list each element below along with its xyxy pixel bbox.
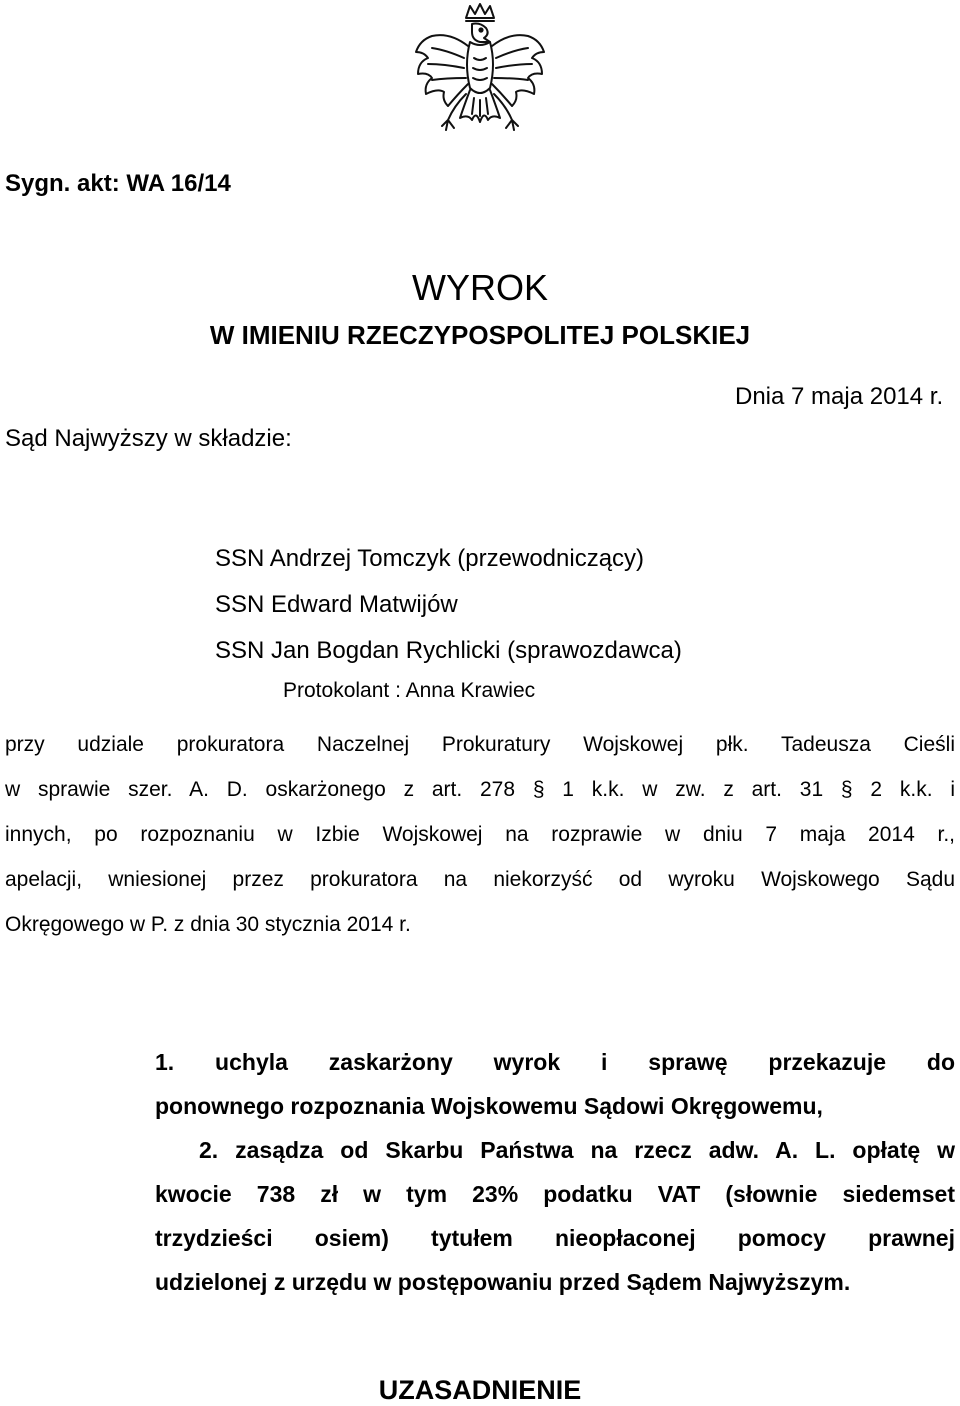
polish-eagle-emblem-icon [410, 2, 550, 150]
case-paragraph-line: innych, po rozpoznaniu w Izbie Wojskowej na rozprawie w dniu 7 maja 2014 r., [5, 823, 955, 846]
document-title: WYROK [411, 267, 548, 308]
verdict-operative-part [155, 1040, 955, 1304]
judge-presiding: SSN Andrzej Tomczyk (przewodniczący) [215, 545, 645, 572]
verdict-line: kwocie 738 zł w tym 23% podatku VAT (słownie siedemset [155, 1181, 955, 1207]
verdict-line: 2. zasądza od Skarbu Państwa na rzecz adw. A. L. opłatę w [199, 1137, 955, 1163]
judgment-date: Dnia 7 maja 2014 r. [735, 383, 944, 410]
court-composition-label: Sąd Najwyższy w składzie: [5, 425, 292, 452]
verdict-line: 1. uchyla zaskarżony wyrok i sprawę przekazuje do [155, 1049, 955, 1075]
court-clerk: Protokolant : Anna Krawiec [283, 679, 536, 702]
document-subtitle: W IMIENIU RZECZYPOSPOLITEJ POLSKIEJ [209, 320, 751, 350]
verdict-line: trzydzieści osiem) tytułem nieopłaconej pomocy prawnej [155, 1225, 955, 1251]
case-signature: Sygn. akt: WA 16/14 [5, 170, 231, 197]
judge-rapporteur: SSN Jan Bogdan Rychlicki (sprawozdawca) [215, 637, 682, 664]
verdict-line: ponownego rozpoznania Wojskowemu Sądowi Okręgowemu, [155, 1093, 823, 1119]
case-paragraph-line: Okręgowego w P. z dnia 30 stycznia 2014 r. [5, 913, 411, 936]
judge-member: SSN Edward Matwijów [215, 591, 458, 618]
case-paragraph-line: apelacji, wniesionej przez prokuratora na niekorzyść od wyroku Wojskowego Sądu [5, 868, 955, 891]
case-paragraph [5, 722, 955, 947]
justification-heading: UZASADNIENIE [378, 1375, 582, 1405]
verdict-line: udzielonej z urzędu w postępowaniu przed Sądem Najwyższym. [155, 1269, 851, 1295]
case-paragraph-line: przy udziale prokuratora Naczelnej Prokuratury Wojskowej płk. Tadeusza Cieśli [5, 733, 955, 756]
case-paragraph-line: w sprawie szer. A. D. oskarżonego z art. 278 § 1 k.k. w zw. z art. 31 § 2 k.k. i [5, 778, 955, 801]
